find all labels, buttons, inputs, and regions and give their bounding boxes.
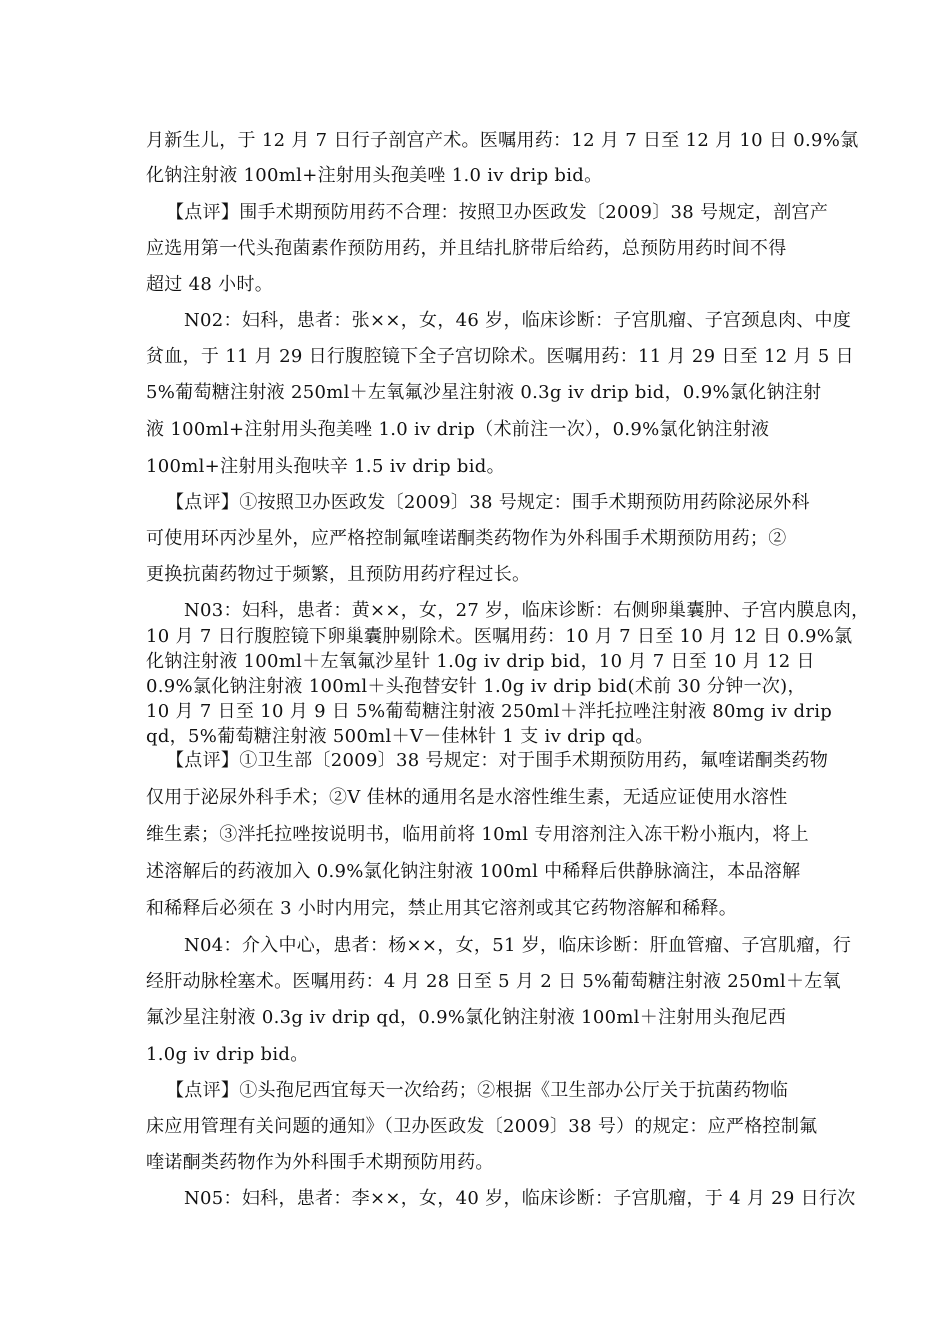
text-line: 维生素；③泮托拉唑按说明书，临用前将 10ml 专用溶剂注入冻干粉小瓶内，将上 <box>146 824 809 845</box>
text-line: 仅用于泌尿外科手术；②V 佳林的通用名是水溶性维生素，无适应证使用水溶性 <box>146 787 788 808</box>
text-line: 更换抗菌药物过于频繁，且预防用药疗程过长。 <box>146 564 531 585</box>
text-line: 0.9%氯化钠注射液 100ml＋头孢替安针 1.0g iv drip bid(术前 30 分钟一次)， <box>146 676 806 697</box>
text-line: N05：妇科，患者：李××，女，40 岁，临床诊断：子宫肌瘤，于 4 月 29 日行次 <box>184 1188 856 1209</box>
text-line: 10 月 7 日至 10 月 9 日 5%葡萄糖注射液 250ml＋泮托拉唑注射液 80mg iv drip <box>146 701 833 722</box>
text-line: 【点评】围手术期预防用药不合理：按照卫办医政发〔2009〕38 号规定，剖宫产 <box>166 202 829 223</box>
text-line: N04：介入中心，患者：杨××，女，51 岁，临床诊断：肝血管瘤、子宫肌瘤，行 <box>184 935 852 956</box>
text-line: 化钠注射液 100ml＋左氧氟沙星针 1.0g iv drip bid，10 月 7 日至 10 月 12 日 <box>146 651 815 672</box>
text-line: 和稀释后必须在 3 小时内用完，禁止用其它溶剂或其它药物溶解和稀释。 <box>146 898 738 919</box>
text-line: 贫血，于 11 月 29 日行腹腔镜下全子宫切除术。医嘱用药：11 月 29 日至 12 月 5 日 <box>146 346 854 367</box>
text-line: 1.0g iv drip bid。 <box>146 1044 309 1065</box>
text-line: N03：妇科，患者：黄××，女，27 岁，临床诊断：右侧卵巢囊肿、子宫内膜息肉， <box>184 600 870 621</box>
text-line: 100ml+注射用头孢呋辛 1.5 iv drip bid。 <box>146 456 505 477</box>
text-line: 【点评】①按照卫办医政发〔2009〕38 号规定：围手术期预防用药除泌尿外科 <box>166 492 810 513</box>
text-line: 述溶解后的药液加入 0.9%氯化钠注射液 100ml 中稀释后供静脉滴注，本品溶解 <box>146 861 801 882</box>
text-line: 超过 48 小时。 <box>146 274 274 295</box>
text-line: 月新生儿，于 12 月 7 日行子剖宫产术。医嘱用药：12 月 7 日至 12 月 10 日 0.9%氯 <box>146 130 859 151</box>
text-line: 氟沙星注射液 0.3g iv drip qd，0.9%氯化钠注射液 100ml＋注射用头孢尼西 <box>146 1007 787 1028</box>
text-line: qd，5%葡萄糖注射液 500ml＋V－佳林针 1 支 iv drip qd。 <box>146 726 654 747</box>
text-line: 应选用第一代头孢菌素作预防用药，并且结扎脐带后给药，总预防用药时间不得 <box>146 238 787 259</box>
text-line: 可使用环丙沙星外，应严格控制氟喹诺酮类药物作为外科围手术期预防用药；② <box>146 528 787 549</box>
text-line: N02：妇科，患者：张××，女，46 岁，临床诊断：子宫肌瘤、子宫颈息肉、中度 <box>184 310 852 331</box>
text-line: 化钠注射液 100ml+注射用头孢美唑 1.0 iv drip bid。 <box>146 165 603 186</box>
text-line: 液 100ml+注射用头孢美唑 1.0 iv drip（术前注一次），0.9%氯化钠注射液 <box>146 419 770 440</box>
text-line: 喹诺酮类药物作为外科围手术期预防用药。 <box>146 1152 494 1173</box>
text-line: 10 月 7 日行腹腔镜下卵巢囊肿剔除术。医嘱用药：10 月 7 日至 10 月 12 日 0.9%氯 <box>146 626 853 647</box>
text-line: 床应用管理有关问题的通知》（卫办医政发〔2009〕38 号）的规定：应严格控制氟 <box>146 1116 818 1137</box>
text-line: 经肝动脉栓塞术。医嘱用药：4 月 28 日至 5 月 2 日 5%葡萄糖注射液 250ml＋左氧 <box>146 971 841 992</box>
text-line: 【点评】①头孢尼西宜每天一次给药；②根据《卫生部办公厅关于抗菌药物临 <box>166 1080 789 1101</box>
text-line: 5%葡萄糖注射液 250ml＋左氧氟沙星注射液 0.3g iv drip bid，0.9%氯化钠注射 <box>146 382 822 403</box>
text-line: 【点评】①卫生部〔2009〕38 号规定：对于围手术期预防用药，氟喹诺酮类药物 <box>166 750 829 771</box>
